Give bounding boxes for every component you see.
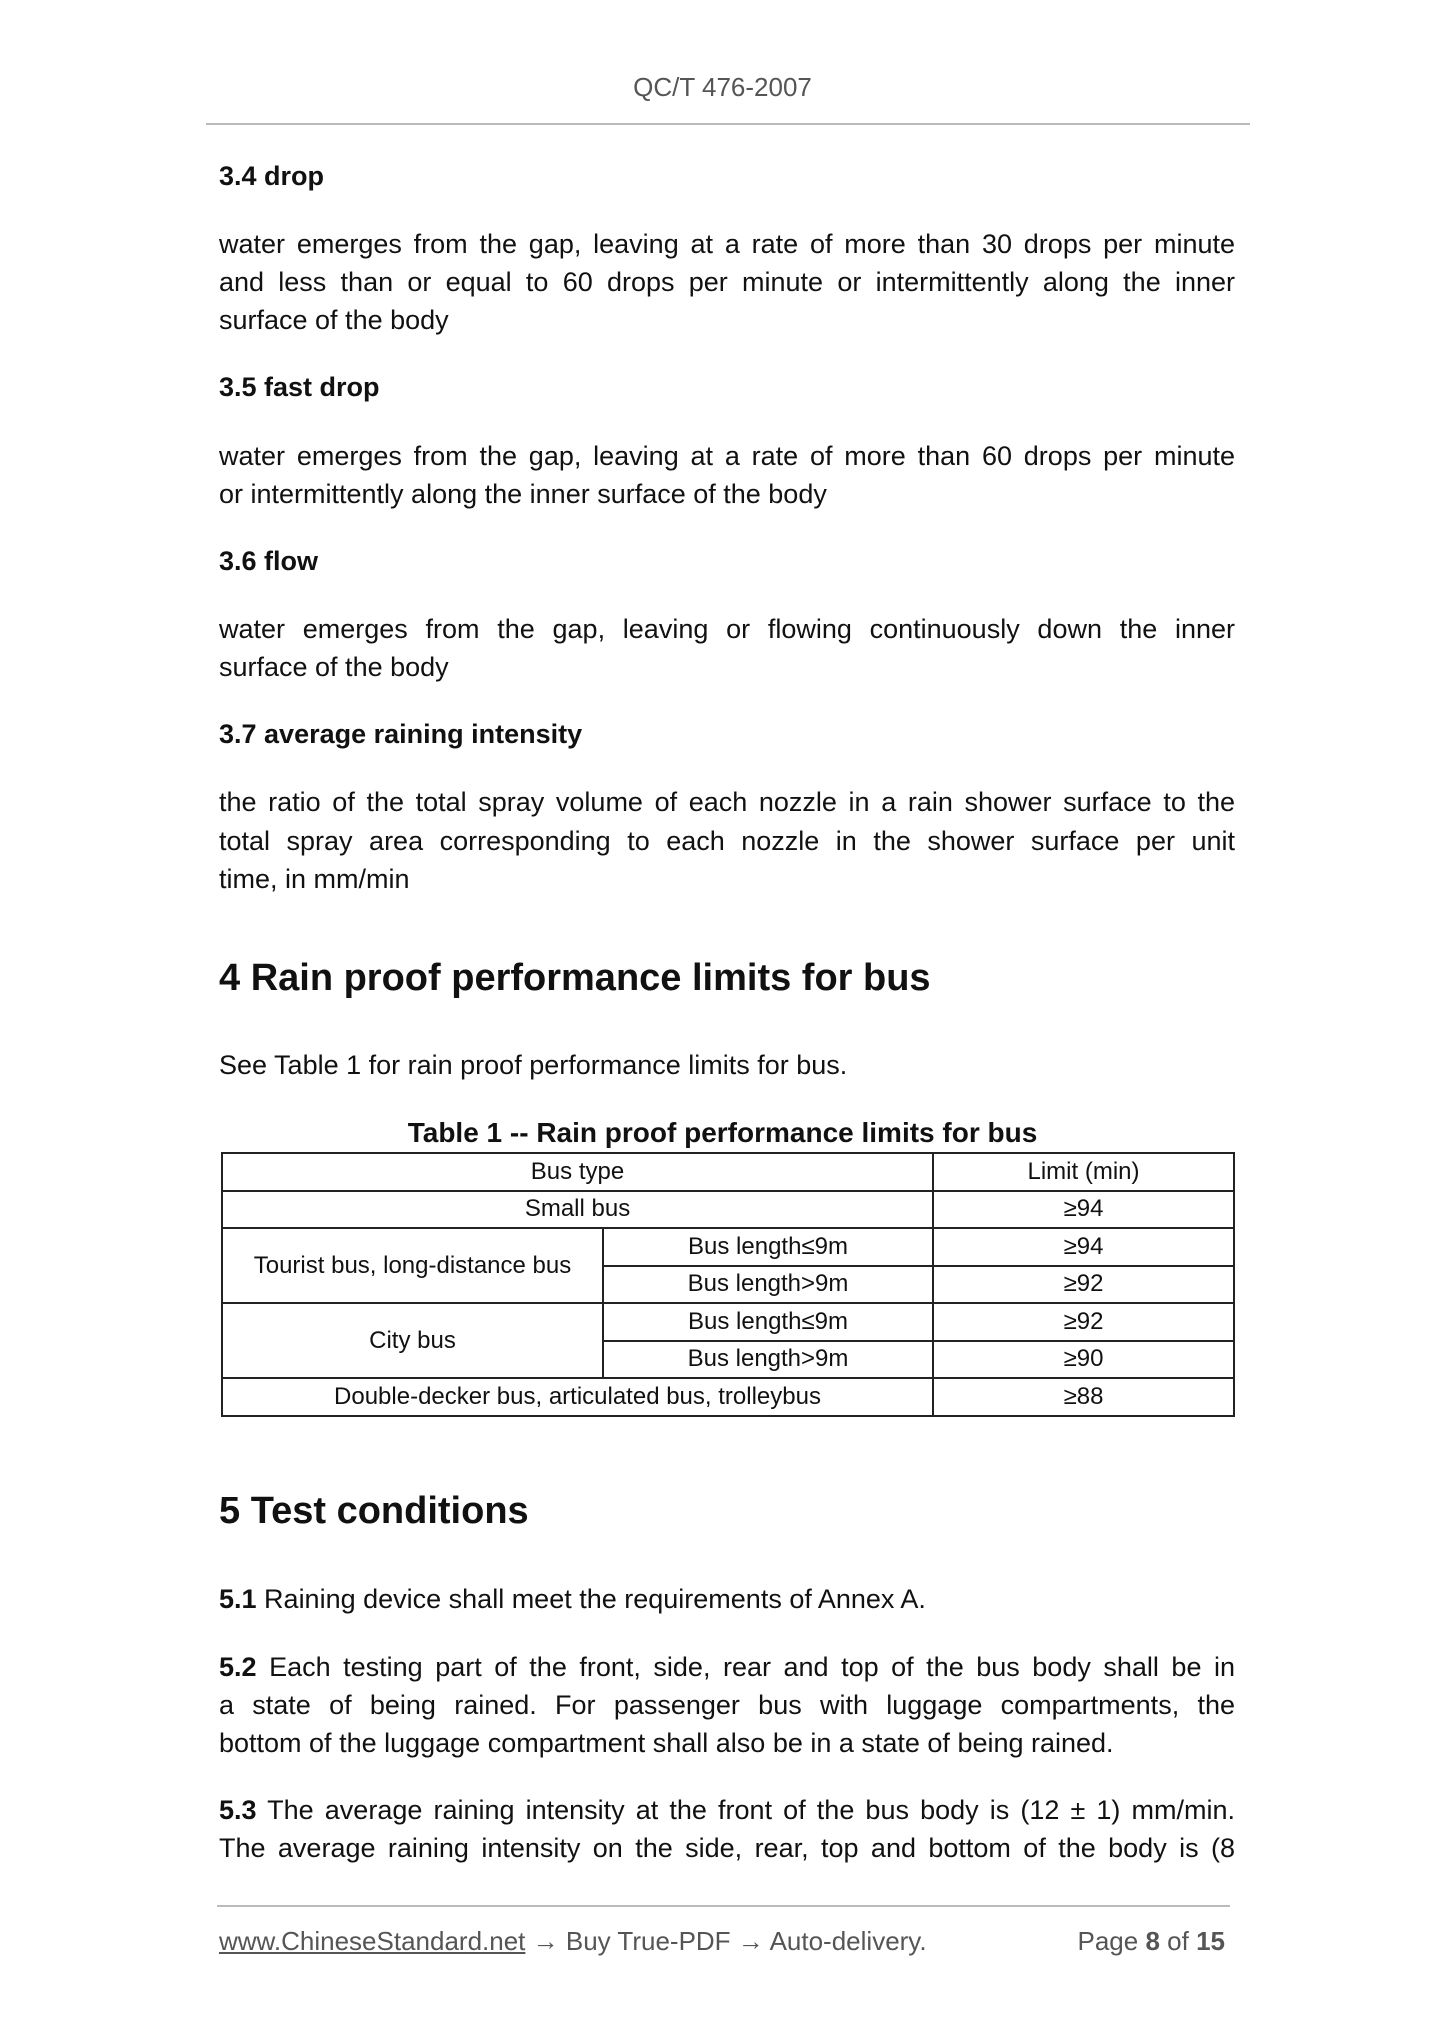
clause-5-2-line: a state of being rained. For passenger bus with luggage compartments, the xyxy=(219,1690,1235,1720)
clause-text: Each testing part of the front, side, rear and top of the bus body shall be in xyxy=(256,1652,1235,1682)
page-label: Page xyxy=(1077,1926,1139,1956)
table-row xyxy=(222,1378,1234,1416)
table-row xyxy=(222,1228,1234,1266)
section-3-7-line: total spray area corresponding to each nozzle in the shower surface per unit xyxy=(219,826,1235,856)
header-bus-type: Bus type xyxy=(222,1153,933,1191)
limit-cell: ≥92 xyxy=(933,1266,1234,1304)
bus-type-cell: Small bus xyxy=(222,1191,933,1229)
clause-5-1 xyxy=(219,1583,1235,1615)
website-link[interactable]: www.ChineseStandard.net xyxy=(219,1926,526,1956)
table-row xyxy=(222,1191,1234,1229)
limit-cell: ≥88 xyxy=(933,1378,1234,1416)
section-3-7-line: time, in mm/min xyxy=(219,864,410,894)
footer-tail: → Buy True-PDF → Auto-delivery. xyxy=(525,1926,927,1956)
length-cell: Bus length≤9m xyxy=(603,1228,933,1266)
limit-cell: ≥92 xyxy=(933,1303,1234,1341)
limit-cell: ≥94 xyxy=(933,1191,1234,1229)
footer-divider xyxy=(217,1905,1230,1907)
clause-text: Raining device shall meet the requirements of Annex A. xyxy=(256,1584,926,1614)
section-3-7-title: 3.7 average raining intensity xyxy=(219,719,583,749)
current-page: 8 xyxy=(1145,1926,1160,1956)
length-cell: Bus length>9m xyxy=(603,1341,933,1379)
total-pages: 15 xyxy=(1196,1926,1225,1956)
section-3-5-line: or intermittently along the inner surface of the body xyxy=(219,479,827,509)
section-3-4-line: water emerges from the gap, leaving at a rate of more than 30 drops per minute xyxy=(219,229,1235,259)
document-id-header: QC/T 476-2007 xyxy=(633,72,812,102)
clause-text: The average raining intensity at the front of the bus body is (12 ± 1) mm/min. xyxy=(256,1795,1235,1825)
clause-number: 5.2 xyxy=(219,1652,257,1682)
page-number xyxy=(1077,1926,1225,1957)
length-cell: Bus length>9m xyxy=(603,1266,933,1304)
table-caption: Table 1 -- Rain proof performance limits for bus xyxy=(407,1117,1038,1148)
bus-type-cell: Double-decker bus, articulated bus, trolleybus xyxy=(222,1378,933,1416)
section-3-6-line: water emerges from the gap, leaving or flowing continuously down the inner xyxy=(219,614,1235,644)
clause-5-3 xyxy=(219,1794,1235,1826)
section-3-6-line: surface of the body xyxy=(219,652,449,682)
clause-number: 5.3 xyxy=(219,1795,257,1825)
bus-type-cell: Tourist bus, long-distance bus xyxy=(222,1228,603,1303)
section-3-4-title: 3.4 drop xyxy=(219,161,325,191)
limits-table xyxy=(221,1152,1235,1417)
header-limit: Limit (min) xyxy=(933,1153,1234,1191)
of-label: of xyxy=(1167,1926,1189,1956)
section-5-heading: 5 Test conditions xyxy=(219,1490,529,1532)
bus-type-cell: City bus xyxy=(222,1303,603,1378)
footer-promo xyxy=(219,1926,927,1957)
clause-number: 5.1 xyxy=(219,1584,257,1614)
clause-5-3-line: The average raining intensity on the side, rear, top and bottom of the body is (8 xyxy=(219,1833,1235,1863)
section-4-heading: 4 Rain proof performance limits for bus xyxy=(219,957,931,999)
section-3-4-line: and less than or equal to 60 drops per minute or intermittently along the inner xyxy=(219,267,1235,297)
section-3-6-title: 3.6 flow xyxy=(219,546,319,576)
length-cell: Bus length≤9m xyxy=(603,1303,933,1341)
limit-cell: ≥94 xyxy=(933,1228,1234,1266)
section-3-5-title: 3.5 fast drop xyxy=(219,372,380,402)
section-3-7-line: the ratio of the total spray volume of each nozzle in a rain shower surface to the xyxy=(219,787,1235,817)
clause-5-2-line: bottom of the luggage compartment shall also be in a state of being rained. xyxy=(219,1728,1114,1758)
table-header-row xyxy=(222,1153,1234,1191)
table-row xyxy=(222,1303,1234,1341)
section-4-text: See Table 1 for rain proof performance limits for bus. xyxy=(219,1050,848,1080)
section-3-5-line: water emerges from the gap, leaving at a rate of more than 60 drops per minute xyxy=(219,441,1235,471)
clause-5-2 xyxy=(219,1651,1235,1683)
limit-cell: ≥90 xyxy=(933,1341,1234,1379)
header-divider xyxy=(206,123,1250,125)
section-3-4-line: surface of the body xyxy=(219,305,449,335)
